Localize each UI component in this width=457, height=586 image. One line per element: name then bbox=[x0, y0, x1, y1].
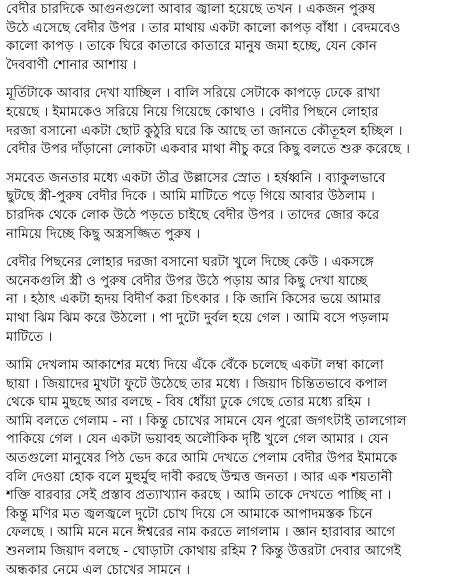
text-line: দরজা বসানো একটা ছোট কুঠুরি ঘরে কি আছে তা জানতে কৌতূহল হচ্ছিল । bbox=[6, 123, 403, 139]
text-line: সমবেত জনতার মধ্যে একটা তীব্র উল্লাসের স্রোত । হর্ষধ্বনি । ব্যাকুলভাবে bbox=[6, 170, 386, 186]
text-line: মূর্তিটাকে আবার দেখা যাচ্ছিল । বালি সরিয়ে সেটাকে কাপড়ে ঢেকে রাখা bbox=[6, 86, 381, 102]
text-line: অনেকগুলি স্ত্রী ও পুরুষ বেদীর উপর উঠে পড়ায় আর কিছু দেখা যাচ্ছে bbox=[6, 273, 368, 289]
text-line: ছায়া । জিয়াদের মুখটা ফুটে উঠেছে তার মধ্যে । জিয়াদ চিন্তিতভাবে কপাল bbox=[6, 376, 388, 392]
text-line: আমি দেখলাম আকাশের মধ্যে দিয়ে এঁকে বেঁকে চলেছে একটা লম্বা কালো bbox=[6, 358, 384, 374]
text-line: মাটিতে । bbox=[6, 329, 53, 345]
text-line: পাকিয়ে গেল । যেন একটা ভয়াবহ অলৌকিক দৃষ্টি খুলে গেল আমার । যেন bbox=[6, 432, 389, 448]
text-line: না । হঠাৎ একটা হৃদয় বিদীর্ণ করা চিৎকার । কি জানি কিসের ভয়ে আমার bbox=[6, 292, 381, 308]
text-line: হয়েছে । ইমামকেও সরিয়ে নিয়ে গিয়েছে কোথাও । বেদীর পিছনে লোহার bbox=[6, 104, 379, 120]
text-line: চারদিক থেকে লোক উঠে পড়তে চাইছে বেদীর উপর । তাদের জোর করে bbox=[6, 207, 380, 223]
paragraph-1 bbox=[6, 1, 451, 75]
text-line: অন্ধকার নেমে এল চোখের সামনে । bbox=[6, 562, 191, 578]
text-line: শুনলাম জিয়াদ বলছে - ঘোড়াটা কোথায় রহিম ? কিন্তু উত্তরটা দেবার আগেই bbox=[6, 544, 401, 560]
text-line: শক্তি বারবার সেই প্রস্তাব প্রত্যাখ্যান করছে । আমি তাকে দেখতে পাচ্ছি না । bbox=[6, 488, 392, 504]
text-line: বেদীর পিছনের লোহার দরজা বসানো ঘরটা খুলে দিচ্ছে কেউ । একসঙ্গে bbox=[6, 255, 374, 271]
paragraph-4 bbox=[6, 254, 451, 347]
text-line: নামিয়ে দিচ্ছে কিছু অস্ত্রসজ্জিত পুরুষ । bbox=[6, 226, 201, 242]
text-line: বেদীর উপর দাঁড়ানো লোকটা একবার মাথা নীচু করে কিছু বলতে শুরু করেছে । bbox=[6, 142, 410, 158]
text-line: বেদীর চারদিকে আগুনগুলো আবার জ্বালা হয়েছে তখন । একজন পুরুষ bbox=[6, 2, 376, 17]
text-line: কালো কাপড় । তাকে ঘিরে কাতারে কাতারে মানুষ জমা হচ্ছে, যেন কোন bbox=[6, 39, 377, 55]
text-line: মাথা ঝিম ঝিম করে উঠলো । পা দুটো দুর্বল হয়ে গেল । আমি বসে পড়লাম bbox=[6, 310, 389, 326]
text-line: ফেলছে । আমি মনে মনে ঈশ্বরের নাম করতে লাগলাম । জ্ঞান হারাবার আগে bbox=[6, 525, 396, 541]
paragraph-3 bbox=[6, 170, 451, 244]
paragraph-2 bbox=[6, 85, 451, 159]
text-line: দৈববাণী শোনার আশায় । bbox=[6, 57, 137, 73]
text-line: বলি দেওয়া হোক বলে মুহুর্মুহু দাবী করছে উন্মত্ত জনতা । আর এক শয়তানী bbox=[6, 469, 393, 485]
text-line: উঠে এসেছে বেদীর উপর । তার মাথায় একটা কালো কাপড় বাঁধা । বেদমবেও bbox=[6, 20, 401, 36]
text-line: ছুটছে স্ত্রী-পুরুষ বেদীর দিকে । আমি মাটিতে পড়ে গিয়ে আবার উঠলাম । bbox=[6, 189, 375, 205]
text-line: কিন্তু মণির মত জ্বলজ্বলে দুটো চোখ দিয়ে সে আমাকে আপাদমস্তক চিনে bbox=[6, 506, 373, 522]
text-line: আমি বলতে গেলাম - না । কিন্তু চোখের সামনে যেন পুরো জগৎটাই তালগোল bbox=[6, 413, 407, 429]
paragraph-5 bbox=[6, 357, 451, 580]
text-line: থেকে ঘাম মুছছে আর বলছে - বিষ ধোঁয়া ঢুকে গেছে তোর মধ্যে রহিম । bbox=[6, 395, 371, 411]
text-line: অতগুলো মানুষের পিঠ ভেদ করে আমি দেখতে পেলাম বেদীর উপর ইমামকে bbox=[6, 451, 398, 467]
